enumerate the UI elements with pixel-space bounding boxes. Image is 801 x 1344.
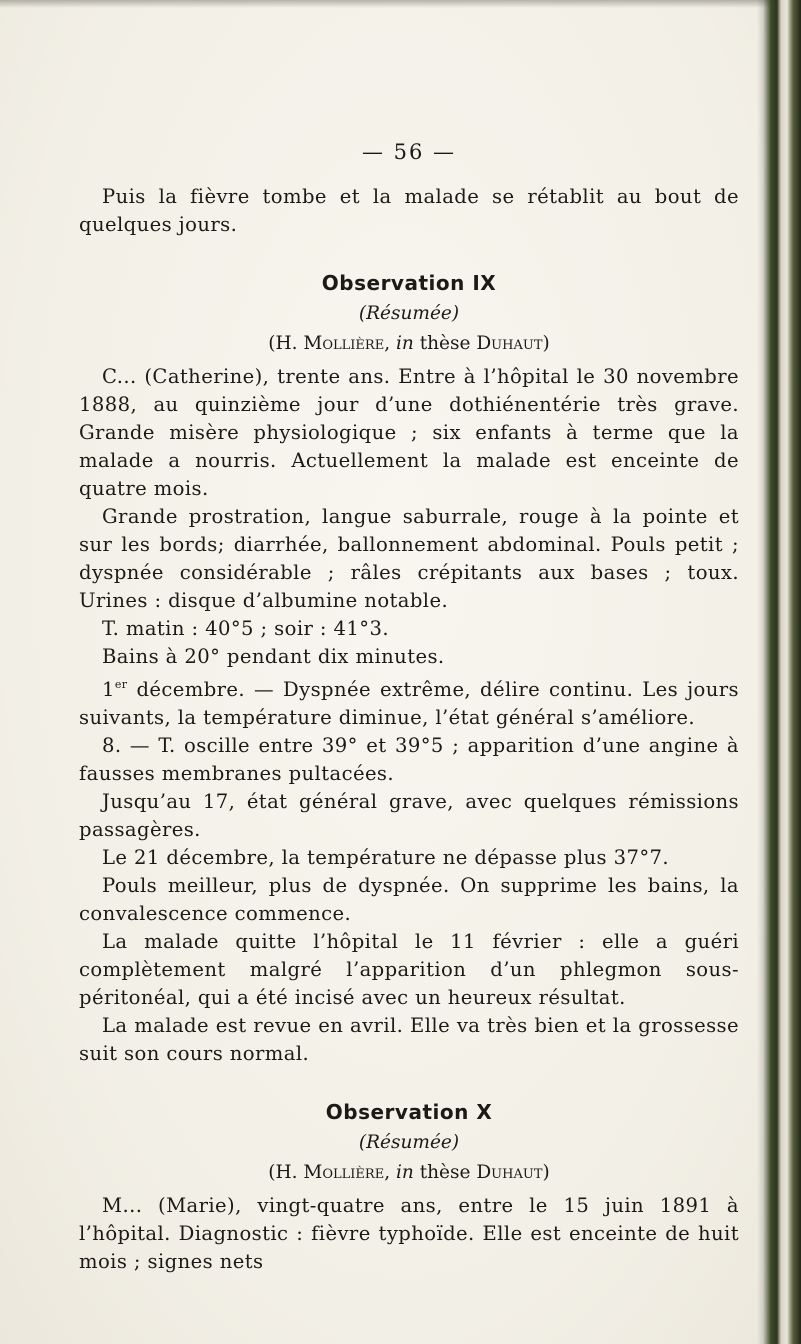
first-day-sup: er	[114, 678, 128, 691]
intro-paragraph: Puis la fièvre tombe et la malade se rétablit au bout de quelques jours.	[79, 185, 739, 236]
observation-ix-paragraph: Bains à 20° pendant dix minutes.	[102, 645, 445, 668]
observation-ix-title-prefix: Observation	[321, 271, 465, 295]
observation-x-title	[79, 1100, 739, 1124]
observation-x-source-author: Mollière,	[303, 1162, 391, 1183]
observation-ix-subtitle: (Résumée)	[358, 303, 460, 324]
first-day-number: 1	[102, 678, 115, 701]
observation-ix-paragraph: 8. — T. oscille entre 39° et 39°5 ; apparition d’une angine à fausses membranes pultacées.	[79, 734, 739, 785]
observation-ix-paragraph	[79, 671, 739, 732]
observation-ix-paragraph: La malade quitte l’hôpital le 11 février : elle a guéri complètement malgré l’apparition d’un phlegmon sous-péritonéal, qui a été incisé avec un heureux résultat.	[79, 930, 739, 1009]
observation-x-title-prefix: Observation	[325, 1100, 469, 1124]
observation-ix-paragraph: Jusqu’au 17, état général grave, avec quelques rémissions passagères.	[79, 790, 739, 841]
observation-x-source-these: thèse	[419, 1162, 471, 1183]
page-content	[79, 140, 739, 1276]
observation-ix-paragraph: C... (Catherine), trente ans. Entre à l’hôpital le 30 novembre 1888, au quinzième jour d’une dothiénentérie très grave. Grande misère physiologique ; six enfants à terme que la malade a nourris. Actuellement la malade est enceinte de quatre mois.	[79, 365, 739, 500]
observation-ix-source-these: thèse	[419, 333, 471, 354]
observation-x-numeral: X	[476, 1100, 493, 1124]
observation-ix-paragraph: Le 21 décembre, la température ne dépasse plus 37°7.	[102, 846, 670, 869]
observation-ix-source-name: Duhaut)	[476, 333, 550, 354]
observation-x-source-name: Duhaut)	[476, 1162, 550, 1183]
observation-ix-title	[79, 271, 739, 295]
observation-ix-paragraph: Pouls meilleur, plus de dyspnée. On supprime les bains, la convalescence commence.	[79, 874, 739, 925]
observation-ix-paragraph: Grande prostration, langue saburrale, rouge à la pointe et sur les bords; diarrhée, ballonnement abdominal. Pouls petit ; dyspnée considérable ; râles crépitants aux bases ; toux. Urines : disque d’albumine notable.	[79, 505, 739, 612]
observation-ix-numeral: IX	[472, 271, 497, 295]
observation-x-source-in: in	[395, 1162, 414, 1183]
observation-ix-paragraph-text: décembre. — Dyspnée extrême, délire continu. Les jours suivants, la température diminue, l’état général s’améliore.	[79, 678, 739, 729]
observation-x-source-open: (H.	[268, 1162, 298, 1183]
observation-ix-source	[79, 331, 739, 357]
page-top-shadow	[0, 0, 801, 8]
observation-ix-source-open: (H.	[268, 333, 298, 354]
observation-x-source	[79, 1160, 739, 1186]
observation-ix-paragraph: La malade est revue en avril. Elle va très bien et la grossesse suit son cours normal.	[79, 1014, 739, 1065]
observation-x-paragraph: M... (Marie), vingt-quatre ans, entre le 15 juin 1891 à l’hôpital. Diagnostic : fièvre typhoïde. Elle est enceinte de huit mois ; signes nets	[79, 1194, 739, 1273]
observation-ix-paragraph: T. matin : 40°5 ; soir : 41°3.	[102, 617, 389, 640]
page-binding-edge	[757, 0, 801, 1344]
page-number: — 56 —	[361, 140, 457, 164]
observation-x-subtitle: (Résumée)	[358, 1132, 460, 1153]
observation-ix-source-in: in	[395, 333, 414, 354]
observation-ix-source-author: Mollière,	[303, 333, 391, 354]
